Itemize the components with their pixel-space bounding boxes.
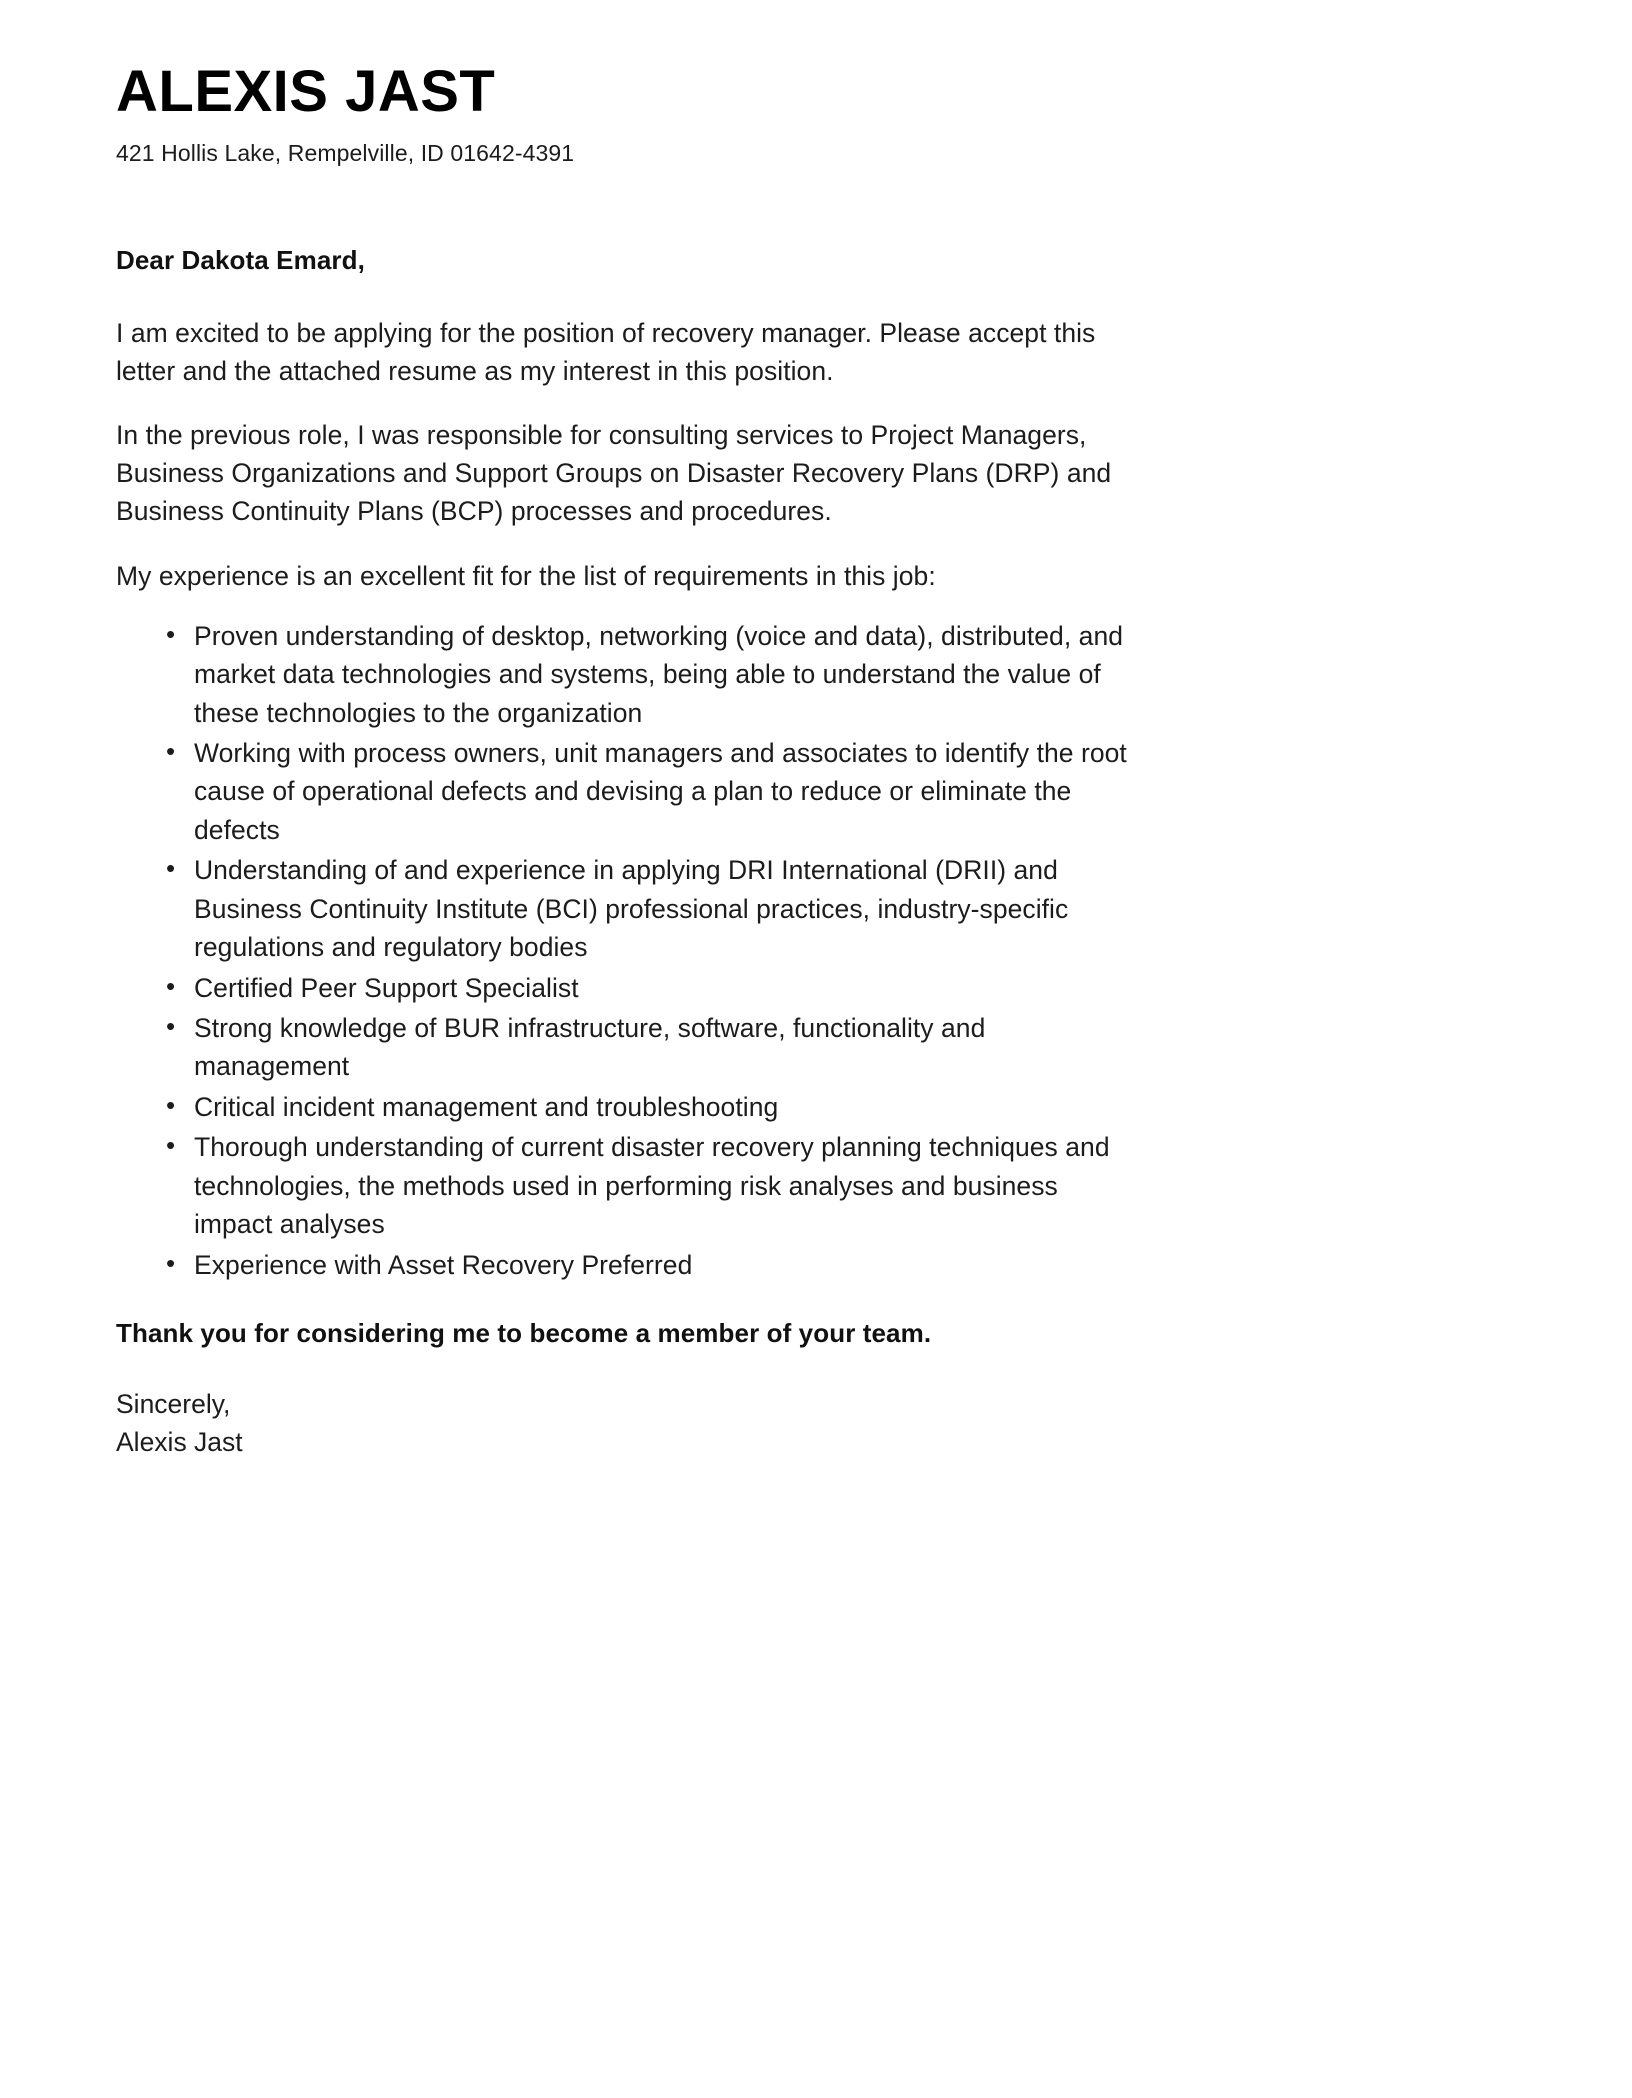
letter-content (116, 60, 1136, 1462)
list-item: • Strong knowledge of BUR infrastructure, software, functionality and management (166, 1009, 1136, 1086)
list-item: • Working with process owners, unit managers and associates to identify the root cause of operational defects and devising a plan to reduce or eliminate the defects (166, 734, 1136, 849)
requirements-list (116, 617, 1136, 1284)
letter-body (116, 245, 1136, 1462)
paragraph-intro: I am excited to be applying for the position of recovery manager. Please accept this letter and the attached resume as my interest in this position. (116, 317, 1096, 386)
signoff-block (116, 1385, 1136, 1462)
signoff-closing: Sincerely, (116, 1388, 231, 1419)
list-item: • Critical incident management and troubleshooting (166, 1088, 1136, 1126)
letter-header (116, 60, 1136, 169)
list-item: • Certified Peer Support Specialist (166, 969, 1136, 1007)
candidate-name: ALEXIS JAST (116, 59, 496, 124)
paragraph-experience: In the previous role, I was responsible for consulting services to Project Managers, Business Organizations and Support Groups on Disaster Recovery Plans (DRP) and Business Continuity Plans (BCP) processes and procedures. (116, 420, 1112, 527)
salutation: Dear Dakota Emard, (116, 244, 365, 275)
signoff-name: Alexis Jast (116, 1427, 243, 1458)
paragraph-requirements-intro: My experience is an excellent fit for the list of requirements in this job: (116, 560, 936, 591)
closing-thanks: Thank you for considering me to become a member of your team. (116, 1317, 932, 1348)
list-item: • Thorough understanding of current disaster recovery planning techniques and technologies, the methods used in performing risk analyses and business impact analyses (166, 1128, 1136, 1243)
list-item: • Understanding of and experience in applying DRI International (DRII) and Business Continuity Institute (BCI) professional practices, industry-specific regulations and regulatory bodies (166, 851, 1136, 966)
list-item: • Proven understanding of desktop, networking (voice and data), distributed, and market data technologies and systems, being able to understand the value of these technologies to the organization (166, 617, 1136, 732)
list-item: • Experience with Asset Recovery Preferred (166, 1246, 1136, 1284)
candidate-address: 421 Hollis Lake, Rempelville, ID 01642-4391 (116, 139, 575, 166)
